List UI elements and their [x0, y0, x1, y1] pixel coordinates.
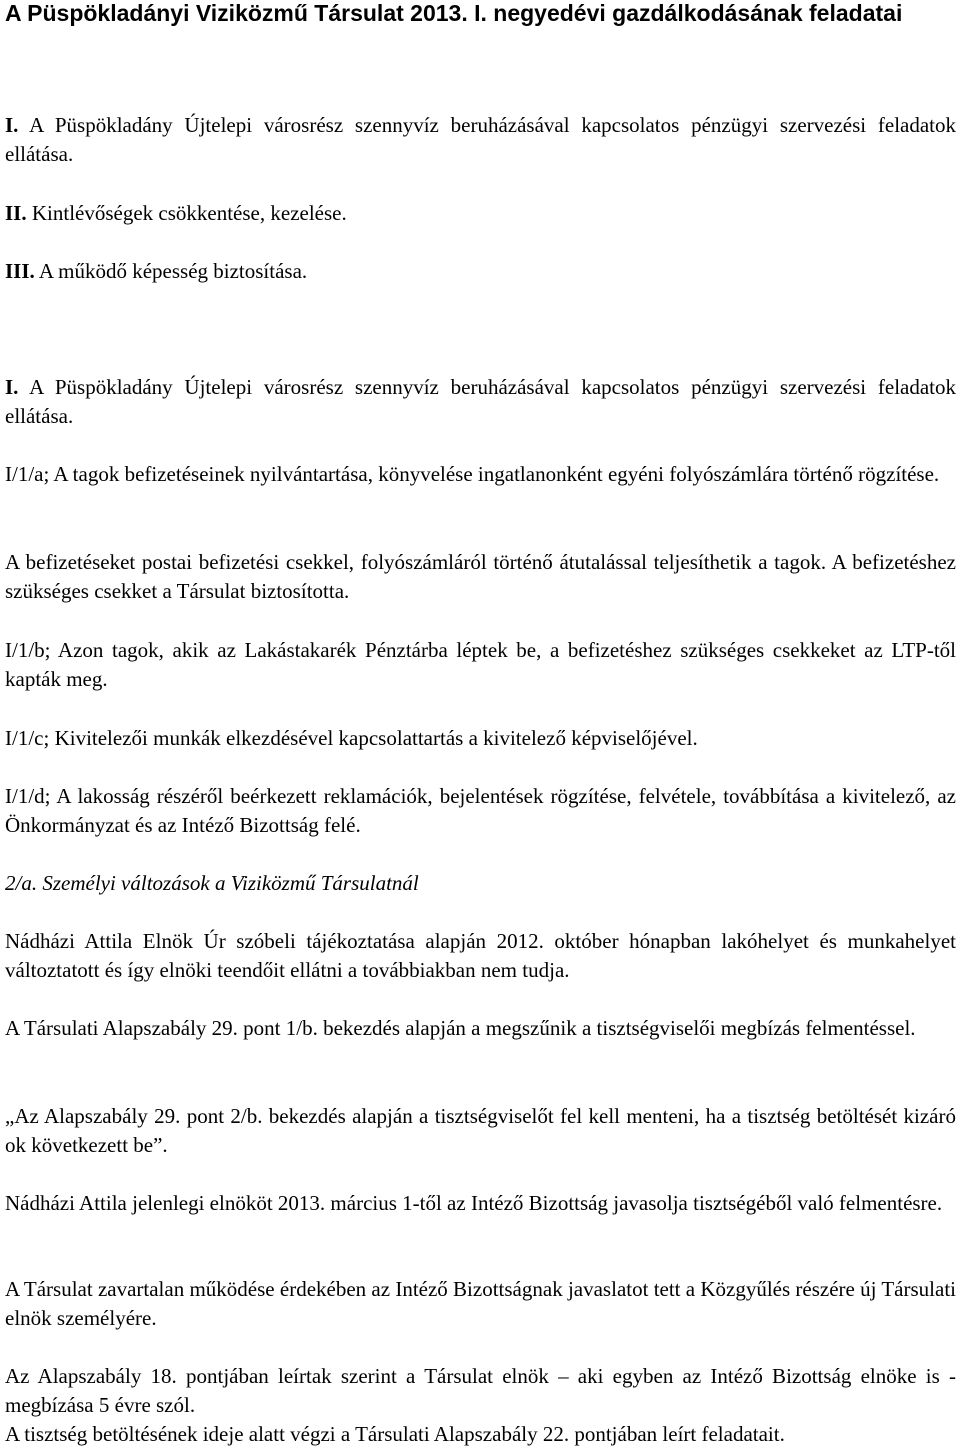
toc-item-2 [5, 199, 956, 228]
paragraph-alapszabaly-29: A Társulati Alapszabály 29. pont 1/b. bekezdés alapján a megszűnik a tisztségviselői megbízás felmentéssel. [5, 1016, 916, 1040]
paragraph-felmentes: Nádházi Attila jelenlegi elnököt 2013. március 1-től az Intéző Bizottság javasolja tisztségéből való felmentésre. [5, 1191, 943, 1215]
paragraph-tisztseg: A tisztség betöltésének ideje alatt végzi a Társulati Alapszabály 22. pontjában leírt feladatait. [5, 1422, 785, 1446]
paragraph-1a: I/1/a; A tagok befizetéseinek nyilvántartása, könyvelése ingatlanonként egyéni folyószámlára történő rögzítése. [5, 462, 940, 486]
toc-item-3-number: III. [5, 259, 35, 283]
toc-item-1-text: A Püspökladány Újtelepi városrész szennyvíz beruházásával kapcsolatos pénzügyi szervezési feladatok ellátása. [5, 113, 957, 166]
document-title: A Püspökladányi Viziközmű Társulat 2013. I. negyedévi gazdálkodásának feladatai [5, 0, 903, 26]
toc-item-3 [5, 257, 956, 286]
toc-item-3-text: A működő képesség biztosítása. [38, 259, 308, 283]
section-1-heading [5, 373, 956, 431]
subsection-2a-heading: 2/a. Személyi változások a Viziközmű Társulatnál [5, 871, 419, 895]
paragraph-alapszabaly-18: Az Alapszabály 18. pontjában leírtak szerint a Társulat elnök – aki egyben az Intéző Bizottság elnöke is - megbízása 5 évre szól. [5, 1364, 956, 1417]
toc-item-1-number: I. [5, 113, 19, 137]
paragraph-nadhazi: Nádházi Attila Elnök Úr szóbeli tájékoztatása alapján 2012. október hónapban lakóhelyet és munkahelyet változtatott és így elnöki teendőit ellátni a továbbiakban nem tudja. [5, 929, 956, 982]
paragraph-quote: „Az Alapszabály 29. pont 2/b. bekezdés alapján a tisztségviselőt fel kell menteni, ha a tisztség betöltését kizáró ok következett be”. [5, 1104, 956, 1157]
section-1-number: I. [5, 375, 19, 399]
toc-item-2-number: II. [5, 201, 27, 225]
paragraph-1c: I/1/c; Kivitelezői munkák elkezdésével kapcsolattartás a kivitelező képviselőjével. [5, 726, 698, 750]
section-1-text: A Püspökladány Újtelepi városrész szennyvíz beruházásával kapcsolatos pénzügyi szervezési feladatok ellátása. [5, 375, 957, 428]
paragraph-1d: I/1/d; A lakosság részéről beérkezett reklamációk, bejelentések rögzítése, felvétele, továbbítása a kivitelező, az Önkormányzat és az Intéző Bizottság felé. [5, 784, 956, 837]
paragraph-1a-continued: A befizetéseket postai befizetési csekkel, folyószámláról történő átutalással teljesíthetik a tagok. A befizetéshez szükséges csekket a Társulat biztosította. [5, 550, 956, 603]
toc-item-2-text: Kintlévőségek csökkentése, kezelése. [31, 201, 347, 225]
toc-item-1 [5, 111, 956, 169]
paragraph-1b: I/1/b; Azon tagok, akik az Lakástakarék Pénztárba léptek be, a befizetéshez szükséges csekkeket az LTP-től kapták meg. [5, 638, 956, 691]
paragraph-javaslat: A Társulat zavartalan működése érdekében az Intéző Bizottságnak javaslatot tett a Közgyűlés részére új Társulati elnök személyére. [5, 1277, 956, 1330]
